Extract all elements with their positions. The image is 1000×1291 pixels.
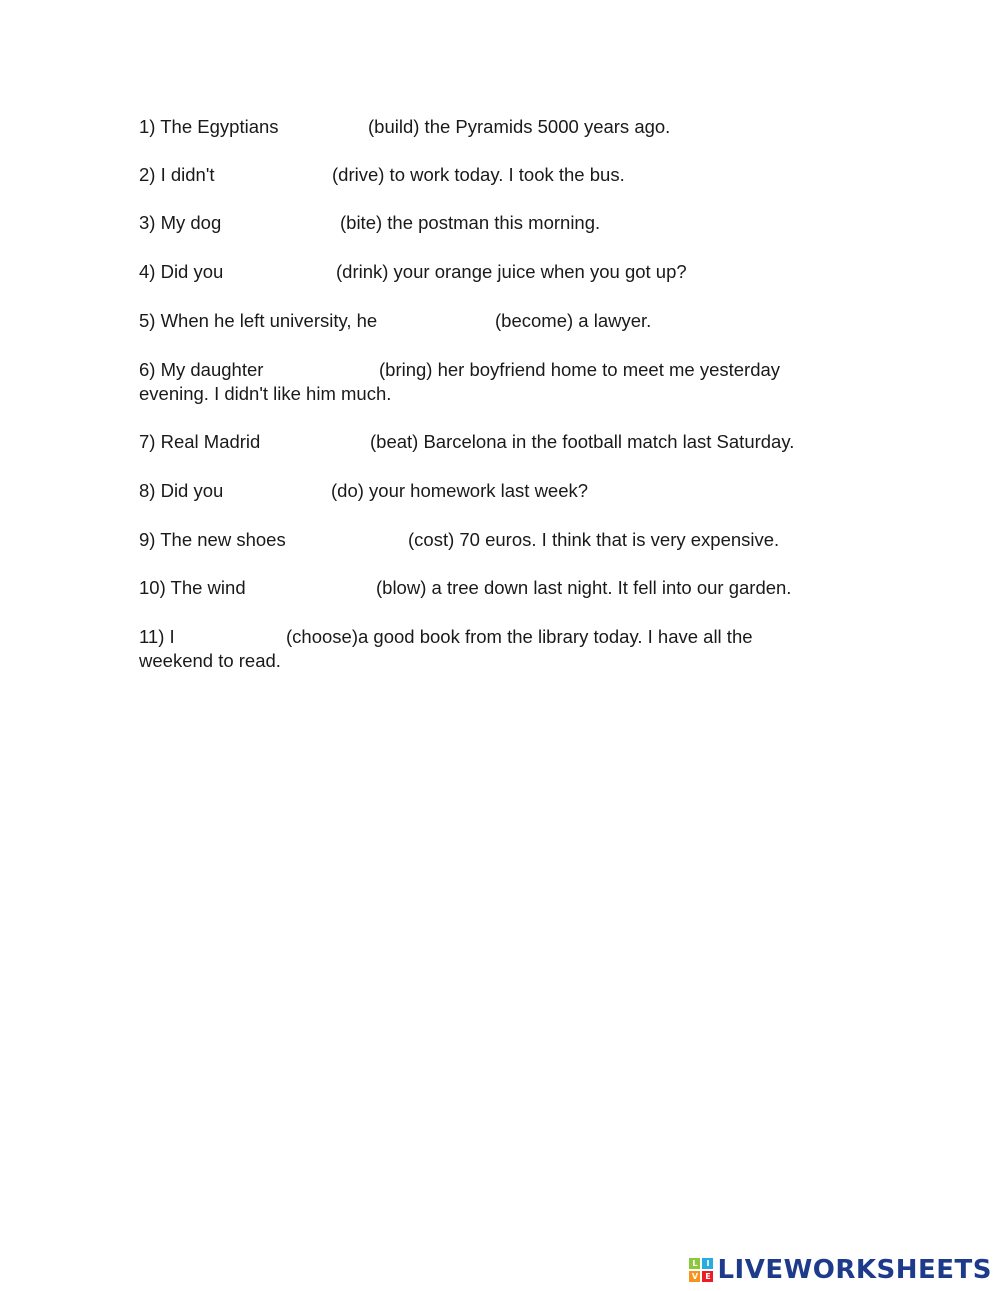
liveworksheets-footer <box>689 1255 992 1285</box>
question-8-prefix: 8) Did you <box>139 480 224 501</box>
question-7-prefix: 7) Real Madrid <box>139 431 261 452</box>
question-4-prefix: 4) Did you <box>139 261 224 282</box>
question-3-prefix: 3) My dog <box>139 212 222 233</box>
question-11-suffix: (choose)a good book from the library today. I have all the <box>286 626 753 647</box>
question-10-prefix: 10) The wind <box>139 577 246 598</box>
logo-letter-i: I <box>702 1258 713 1269</box>
question-1-suffix: (build) the Pyramids 5000 years ago. <box>368 116 671 137</box>
question-2-suffix: (drive) to work today. I took the bus. <box>332 164 625 185</box>
answer-input-1[interactable] <box>289 116 369 140</box>
question-11-prefix: 11) I <box>139 626 175 647</box>
question-3-suffix: (bite) the postman this morning. <box>340 212 601 233</box>
brand-name: LIVEWORKSHEETS <box>717 1255 992 1285</box>
question-7-suffix: (beat) Barcelona in the football match last Saturday. <box>370 431 795 452</box>
question-1-prefix: 1) The Egyptians <box>139 116 279 137</box>
question-6-suffix: (bring) her boyfriend home to meet me yesterday <box>379 359 781 380</box>
answer-input-6[interactable] <box>273 359 379 383</box>
question-4-suffix: (drink) your orange juice when you got up? <box>336 261 687 282</box>
question-11-continuation: weekend to read. <box>139 650 281 671</box>
answer-input-5[interactable] <box>395 310 495 334</box>
question-9-prefix: 9) The new shoes <box>139 529 286 550</box>
question-5-suffix: (become) a lawyer. <box>495 310 652 331</box>
answer-input-3[interactable] <box>229 212 341 236</box>
question-5-prefix: 5) When he left university, he <box>139 310 378 331</box>
answer-input-9[interactable] <box>299 529 409 553</box>
question-10-suffix: (blow) a tree down last night. It fell into our garden. <box>376 577 792 598</box>
answer-input-4[interactable] <box>231 261 337 285</box>
question-2-prefix: 2) I didn't <box>139 164 215 185</box>
logo-letter-v: V <box>689 1271 700 1282</box>
answer-input-11[interactable] <box>185 626 289 650</box>
logo-letter-l: L <box>689 1258 700 1269</box>
question-8-suffix: (do) your homework last week? <box>331 480 589 501</box>
liveworksheets-logo-icon <box>689 1258 713 1282</box>
question-6-continuation: evening. I didn't like him much. <box>139 383 392 404</box>
logo-letter-e: E <box>702 1271 713 1282</box>
question-9-suffix: (cost) 70 euros. I think that is very expensive. <box>408 529 780 550</box>
answer-input-10[interactable] <box>255 577 377 601</box>
answer-input-8[interactable] <box>231 480 331 504</box>
question-6-prefix: 6) My daughter <box>139 359 264 380</box>
answer-input-2[interactable] <box>223 164 333 188</box>
answer-input-7[interactable] <box>271 431 371 455</box>
